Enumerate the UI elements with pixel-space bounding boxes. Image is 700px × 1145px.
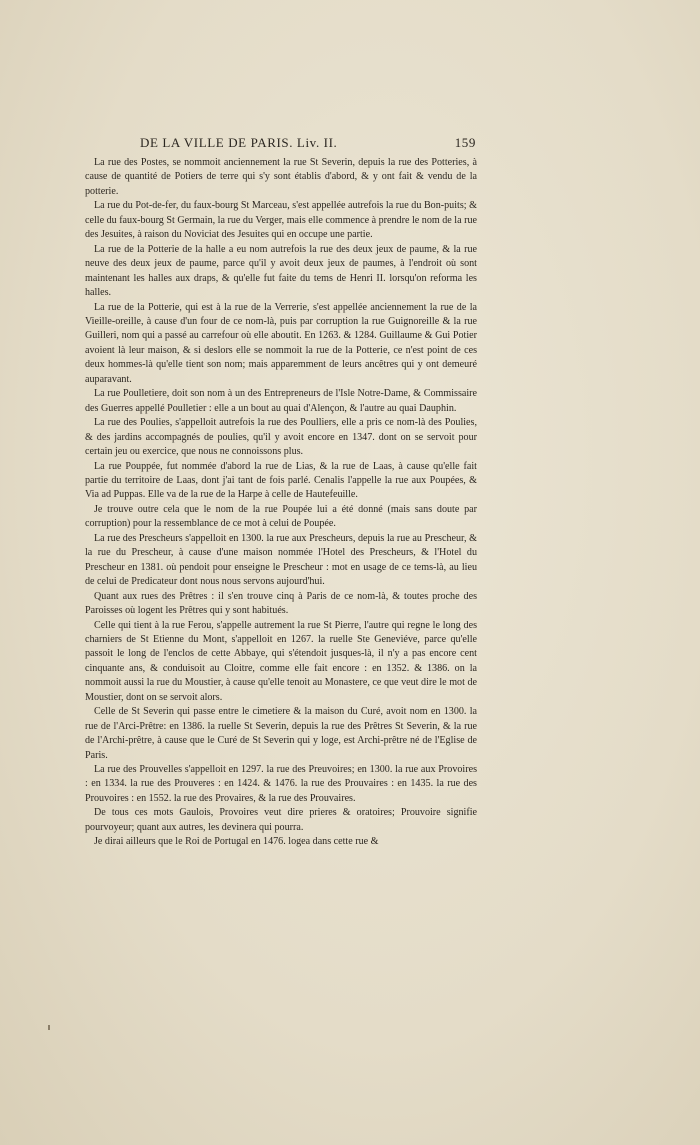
paragraph: La rue des Poulies, s'appelloit autrefois la rue des Poulliers, elle a pris ce nom-là des Poulies, & des jardins accompagnés de poulies, qu'il y avoit encore en 1347. dont on se servoit pour certain jeu ou exercice, que nous ne connoissons plus.	[85, 417, 477, 458]
paragraph: Je dirai ailleurs que le Roi de Portugal en 1476. logea dans cette rue &	[94, 836, 379, 848]
paper-speck	[48, 1025, 50, 1030]
paragraph: La rue Pouppée, fut nommée d'abord la rue de Lias, & la rue de Laas, à cause qu'elle fait partie du territoire de Laas, dont j'ai tant de fois parlé. Cenalis l'appelle la rue aux Poupées, & Via ad Puppas. Elle va de la rue de la Harpe à celle de Hautefeuille.	[85, 460, 477, 501]
paragraph: La rue des Prouvelles s'appelloit en 1297. la rue des Preuvoires; en 1300. la rue aux Provoires : en 1334. la rue des Prouveres : en 1424. & 1476. la rue des Prouvaires : en 1435. la rue des Prouvoires : en 1552. la rue des Provaires, & la rue des Prouvaires.	[85, 764, 477, 804]
paragraph: La rue de la Potterie, qui est à la rue de la Verrerie, s'est appellée anciennement la rue de la Vieille-oreille, à cause d'un four de ce nom-là, puis par corruption la rue Guignoreille & la rue Guilleri, nom qui a passé au carrefour où elle aboutit. En 1263. & 1284. Guillaume & Gui Potier avoient là leur maison, & si deslors elle se nommoit la rue de la Potterie, ce n'est point de ces deux hommes-là qu'elle tient son nom; mais apparemment de leurs ancêtres qui y ont demeuré auparavant.	[85, 301, 477, 385]
paragraph: La rue des Postes, se nommoit anciennement la rue St Severin, depuis la rue des Potteries, à cause de quantité de Potiers de terre qui s'y sont établis d'abord, & y ont fait & vendu de la potterie.	[85, 157, 477, 197]
paragraph: La rue Poulletiere, doit son nom à un des Entrepreneurs de l'Isle Notre-Dame, & Commissaire des Guerres appellé Poulletier : elle a un bout au quai d'Alençon, & l'autre au quai Dauphin.	[85, 388, 477, 414]
running-title: DE LA VILLE DE PARIS. Liv. II.	[140, 135, 338, 150]
paragraph: Celle qui tient à la rue Ferou, s'appelle autrement la rue St Pierre, l'autre qui regne le long des charniers de St Etienne du Mont, s'appelloit en 1267. la ruelle Ste Geneviéve, parce qu'elle passoit le long de l'enclos de cette Abbaye, qui s'étendoit jusques-là, il n'y a pas encore cent cinquante ans, & conduisoit au Cloitre, comme elle fait encore : en 1352. & 1386. on la nommoit aussi la rue du Moustier, à cause qu'elle tenoit au Monastere, ce que veut dire le mot de Moustier, dont on se servoit alors.	[85, 619, 477, 703]
paragraph: La rue des Prescheurs s'appelloit en 1300. la rue aux Prescheurs, depuis la rue au Prescheur, & la rue du Prescheur, à cause d'une maison nommée l'Hotel des Prescheurs, & l'Hotel du Prescheur en 1381. où pendoit pour enseigne le Prescheur : mot en usage de ce tems-là, au lieu de celui de Predicateur dont nous nous servons aujourd'hui.	[85, 532, 477, 588]
page-number: 159	[454, 135, 476, 150]
paragraph: La rue du Pot-de-fer, du faux-bourg St Marceau, s'est appellée autrefois la rue du Bon-puits; & celle du faux-bourg St Germain, la rue du Verger, mais elle commence à prendre le nom de la rue des Jesuites, à raison du Noviciat des Jesuites qui en occupe une partie.	[85, 200, 477, 241]
paragraph: Je trouve outre cela que le nom de la rue Poupée lui a été donné (mais sans doute par corruption) pour la ressemblance de ce mot à celui de Poupée.	[85, 503, 477, 530]
paragraph: De tous ces mots Gaulois, Provoires veut dire prieres & oratoires; Prouvoire signifie pourvoyeur; quant aux autres, les devinera qui pourra.	[85, 807, 477, 833]
paragraph: La rue de la Potterie de la halle a eu nom autrefois la rue des deux jeux de paume, & la rue neuve des deux jeux de paume, parce qu'il y avoit deux jeux de paumes, à l'endroit où sont maintenant les halles aux draps, & qu'elle fut faite du tems de Henri II. lorsqu'on reforma les halles.	[85, 243, 477, 299]
body-text	[85, 156, 477, 850]
paragraph: Quant aux rues des Prêtres : il s'en trouve cinq à Paris de ce nom-là, & toutes proche des Paroisses où logent les Prêtres qui y sont habitués.	[85, 590, 477, 617]
page-header	[140, 135, 476, 151]
paragraph: Celle de St Severin qui passe entre le cimetiere & la maison du Curé, avoit nom en 1300. la rue de l'Arci-Prêtre: en 1386. la ruelle St Severin, depuis la rue des Prêtres St Severin, & la rue de l'Archi-prêtre, à cause que le Curé de St Severin qui y loge, est Archi-prêtre né de l'Eglise de Paris.	[85, 706, 477, 761]
